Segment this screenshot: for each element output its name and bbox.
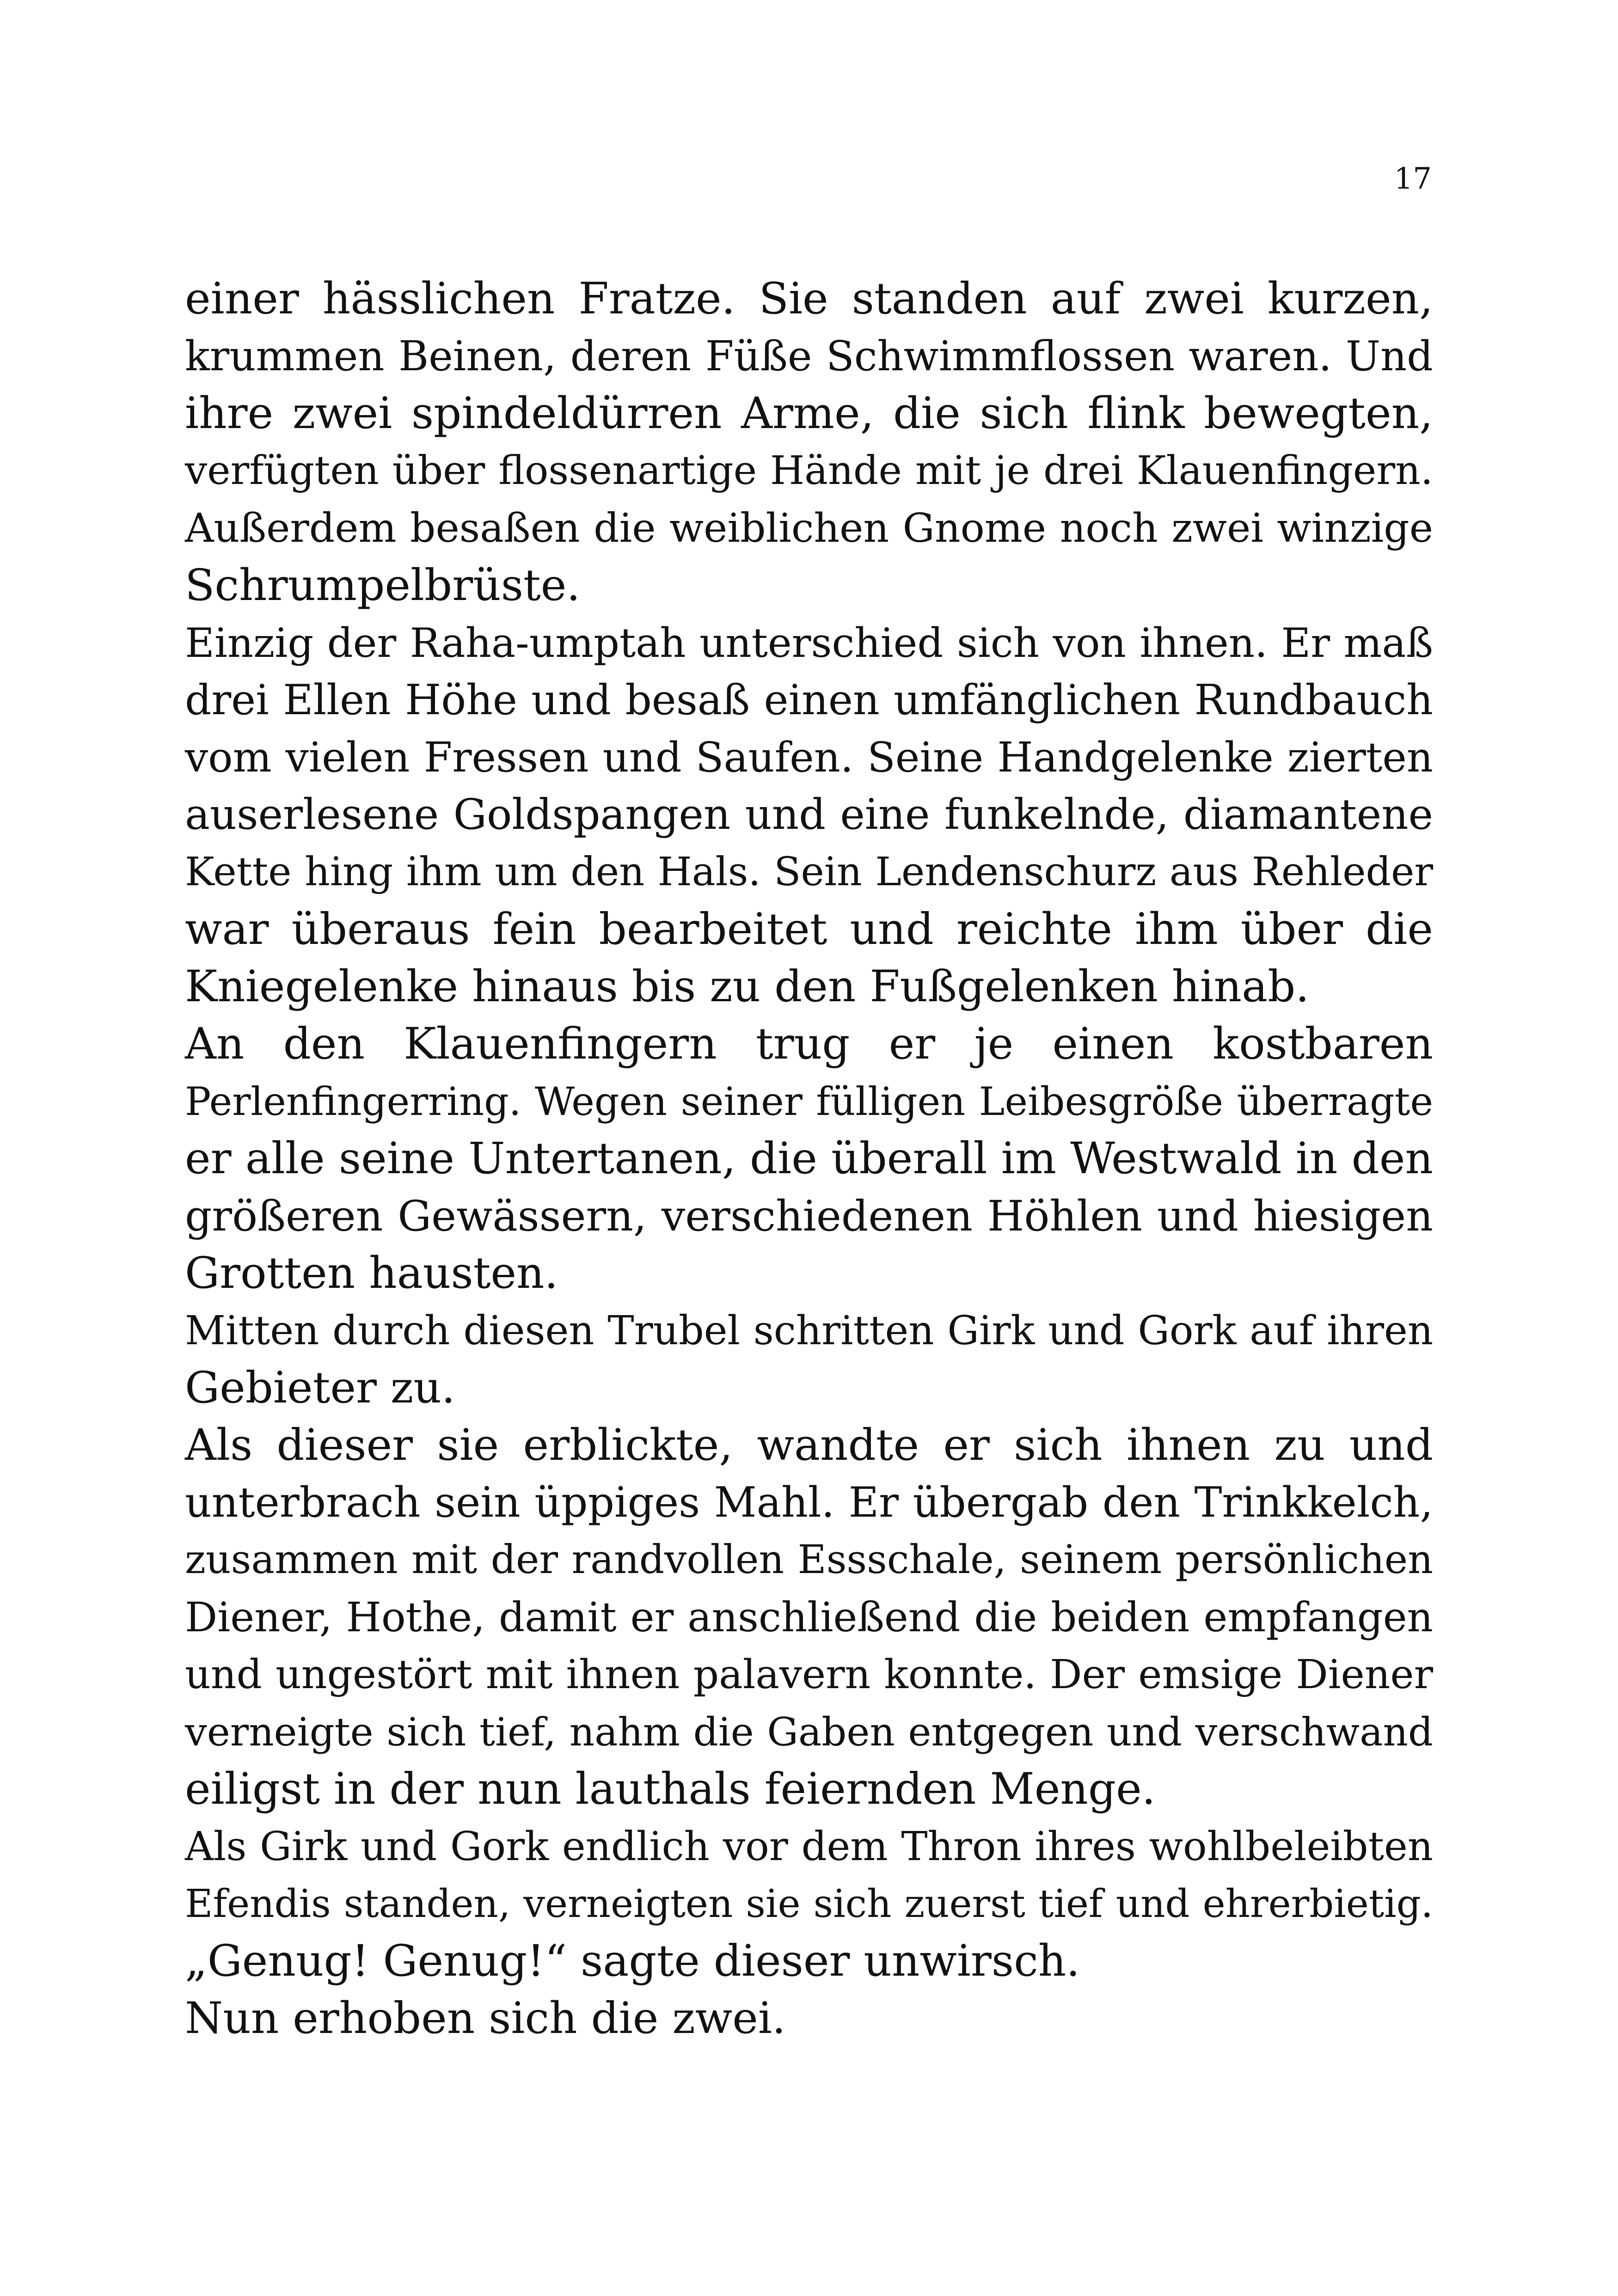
text-line: vom vielen Fressen und Saufen. Seine Handgelenke zierten xyxy=(185,734,1433,781)
text-line: Mitten durch diesen Trubel schritten Girk und Gork auf ihren xyxy=(185,1308,1433,1354)
text-line: verfügten über flossenartige Hände mit je drei Klauenfingern. xyxy=(185,448,1433,494)
text-line: Einzig der Raha-umptah unterschied sich von ihnen. Er maß xyxy=(185,619,1433,667)
text-line: Außerdem besaßen die weiblichen Gnome noch zwei winzige xyxy=(185,505,1433,551)
text-line: größeren Gewässern, verschiedenen Höhlen und hiesigen xyxy=(185,1191,1433,1241)
text-line: „Genug! Genug!“ sagte dieser unwirsch. xyxy=(185,1936,1080,1986)
page-number: 17 xyxy=(1394,162,1432,196)
text-line: verneigte sich tief, nahm die Gaben entgegen und verschwand xyxy=(185,1709,1433,1755)
text-line: unterbrach sein üppiges Mahl. Er übergab den Trinkkelch, xyxy=(185,1479,1433,1527)
text-line: Kette hing ihm um den Hals. Sein Lendenschurz aus Rehleder xyxy=(185,849,1433,895)
text-line: drei Ellen Höhe und besaß einen umfänglichen Rundbauch xyxy=(185,676,1433,724)
text-line: zusammen mit der randvollen Essschale, seinem persönlichen xyxy=(185,1537,1433,1583)
body-text xyxy=(185,270,1433,2047)
text-line: Grotten hausten. xyxy=(185,1248,558,1298)
text-line: Gebieter zu. xyxy=(185,1363,455,1413)
text-line: einer hässlichen Fratze. Sie standen auf zwei kurzen, xyxy=(185,274,1433,324)
text-line: und ungestört mit ihnen palavern konnte. Der emsige Diener xyxy=(185,1652,1433,1698)
text-line: Perlenfingerring. Wegen seiner fülligen Leibesgröße überragte xyxy=(185,1079,1433,1124)
text-line: war überaus fein bearbeitet und reichte ihm über die xyxy=(185,904,1433,955)
text-line: An den Klauenfingern trug er je einen kostbaren xyxy=(185,1019,1433,1069)
text-line: Diener, Hothe, damit er anschließend die beiden empfangen xyxy=(185,1594,1433,1641)
text-line: Efendis standen, verneigten sie sich zuerst tief und ehrerbietig. xyxy=(185,1881,1433,1926)
text-line: krummen Beinen, deren Füße Schwimmflossen waren. Und xyxy=(185,332,1433,380)
text-line: Kniegelenke hinaus bis zu den Fußgelenken hinab. xyxy=(185,961,1310,1012)
text-line: ihre zwei spindeldürren Arme, die sich flink bewegten, xyxy=(185,388,1433,439)
text-line: auserlesene Goldspangen und eine funkelnde, diamantene xyxy=(185,790,1433,839)
text-line: er alle seine Untertanen, die überall im Westwald in den xyxy=(185,1133,1433,1184)
text-line: Als dieser sie erblickte, wandte er sich ihnen zu und xyxy=(185,1420,1433,1470)
text-line: eiligst in der nun lauthals feiernden Menge. xyxy=(185,1764,1156,1814)
text-line: Als Girk und Gork endlich vor dem Thron ihres wohlbeleibten xyxy=(185,1824,1433,1870)
text-line: Nun erhoben sich die zwei. xyxy=(185,1993,786,2044)
text-line: Schrumpelbrüste. xyxy=(185,560,581,611)
